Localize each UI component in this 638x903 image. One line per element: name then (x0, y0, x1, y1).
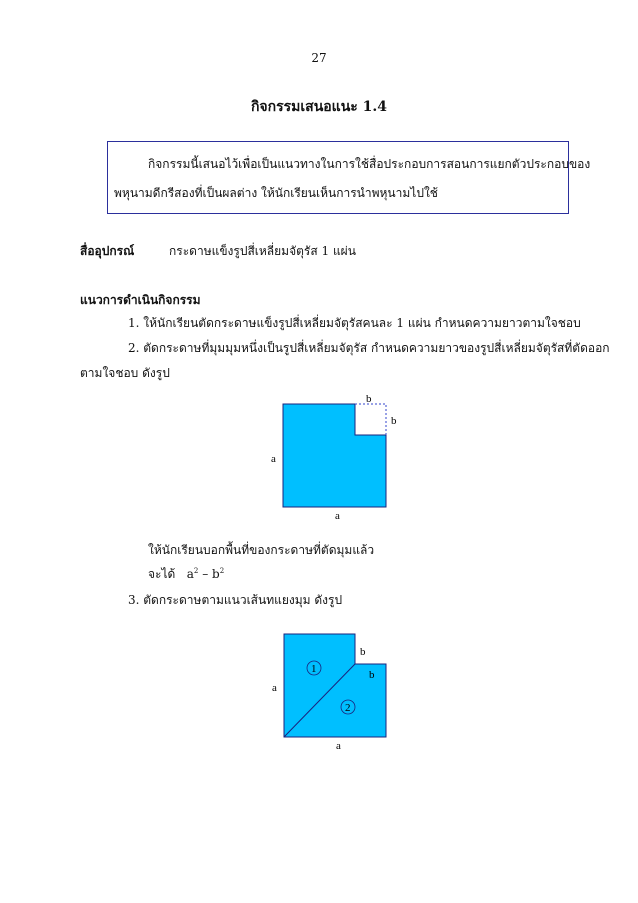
page-title: กิจกรรมเสนอแนะ 1.4 (250, 99, 388, 115)
step-1: 1. ให้นักเรียนตัดกระดาษแข็งรูปสี่เหลี่ยมจัตุรัสคนละ 1 แผ่น กำหนดความยาวตามใจชอบ (128, 316, 581, 330)
fig2-label-a-left: a (272, 682, 277, 694)
fig1-label-b-top: b (366, 393, 372, 405)
piece-1-label: 1 (311, 663, 317, 675)
step-2-continued: ตามใจชอบ ดังรูป (80, 366, 170, 380)
intro-line-2: พหุนามดีกรีสองที่เป็นผลต่าง ให้นักเรียนเห็นการนำพหุนามไปใช้ (114, 186, 438, 200)
fig1-label-a-bottom: a (335, 510, 340, 522)
procedure-heading: แนวการดำเนินกิจกรรม (80, 293, 201, 307)
materials-label: สื่ออุปกรณ์ (80, 244, 135, 258)
piece-2-label: 2 (345, 702, 351, 714)
step-2: 2. ตัดกระดาษที่มุมมุมหนึ่งเป็นรูปสี่เหลี่ยมจัตุรัส กำหนดความยาวของรูปสี่เหลี่ยมจัตุรัสที่ตัดออก (128, 341, 610, 355)
result-exponent-2: 2 (219, 567, 225, 575)
page-number: 27 (311, 51, 327, 65)
result-a: a (186, 567, 194, 581)
area-question: ให้นักเรียนบอกพื้นที่ของกระดาษที่ตัดมุมแล้ว (148, 543, 375, 557)
result-minus-b: – b (198, 567, 220, 581)
fig1-label-a-left: a (271, 453, 276, 465)
fig1-label-b-right: b (391, 415, 397, 427)
intro-line-1: กิจกรรมนี้เสนอไว้เพื่อเป็นแนวทางในการใช้สื่อประกอบการสอนการแยกตัวประกอบของ (148, 157, 591, 171)
fig2-label-b-top: b (360, 646, 366, 658)
fig2-label-a-bottom: a (336, 740, 341, 752)
result-exponent-1: 2 (193, 567, 199, 575)
result-prefix: จะได้ (148, 567, 176, 581)
fig2-label-b-inner: b (369, 669, 375, 681)
step-3: 3. ตัดกระดาษตามแนวเส้นทแยงมุม ดังรูป (128, 593, 343, 607)
materials-text: กระดาษแข็งรูปสี่เหลี่ยมจัตุรัส 1 แผ่น (169, 244, 356, 258)
